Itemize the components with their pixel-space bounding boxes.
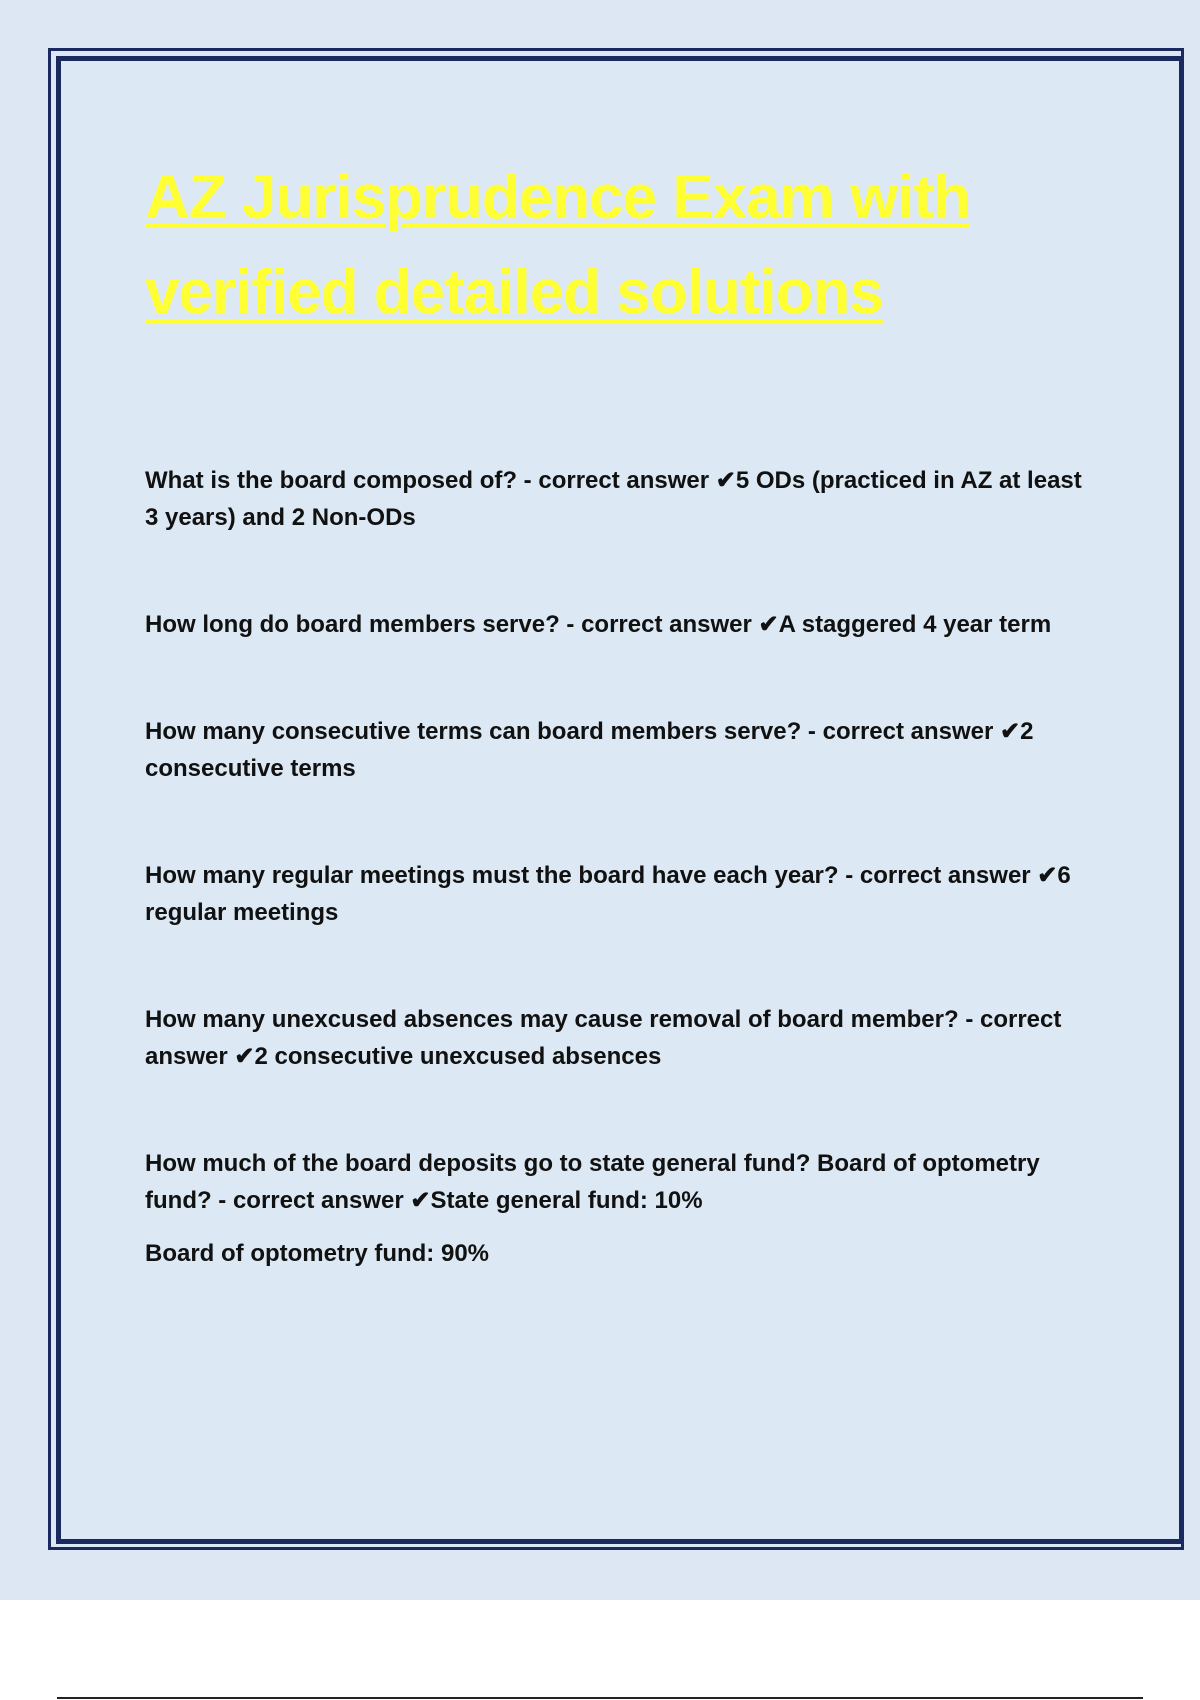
- title-line-1: AZ Jurisprudence Exam with: [145, 163, 970, 232]
- document-title: [145, 150, 1045, 340]
- qa-item-consecutive-terms: [145, 713, 1095, 787]
- qa-text: How many unexcused absences may cause removal of board member? - correct answer ✔2 consecutive unexcused absences: [145, 1006, 1062, 1070]
- qa-item-regular-meetings: [145, 857, 1095, 931]
- qa-text: How long do board members serve? - correct answer ✔A staggered 4 year term: [145, 611, 1052, 638]
- qa-item-board-composition: [145, 462, 1095, 536]
- qa-text: How many consecutive terms can board members serve? - correct answer ✔2 consecutive terms: [145, 718, 1034, 782]
- qa-text: How much of the board deposits go to state general fund? Board of optometry fund? - correct answer ✔State general fund: 10%: [145, 1150, 1040, 1214]
- qa-list: [145, 462, 1095, 1342]
- qa-item-board-deposits: [145, 1145, 1095, 1272]
- qa-item-term-length: [145, 606, 1095, 643]
- footer-rule: [57, 1697, 1143, 1699]
- qa-extra-line: Board of optometry fund: 90%: [145, 1240, 490, 1267]
- title-line-2: verified detailed solutions: [145, 258, 883, 327]
- qa-item-unexcused-absences: [145, 1001, 1095, 1075]
- qa-text: How many regular meetings must the board have each year? - correct answer ✔6 regular meetings: [145, 862, 1071, 926]
- qa-text: What is the board composed of? - correct answer ✔5 ODs (practiced in AZ at least 3 years) and 2 Non-ODs: [145, 467, 1082, 531]
